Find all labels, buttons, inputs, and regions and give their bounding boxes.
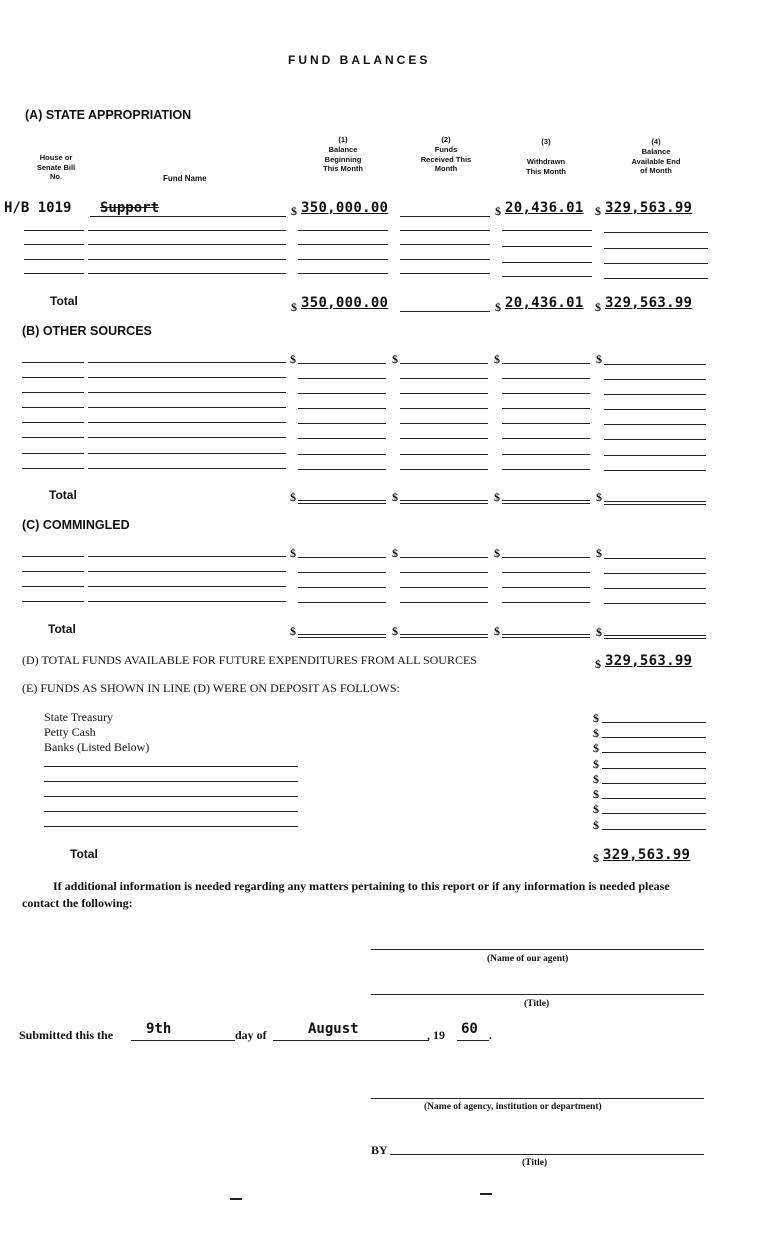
- rule: [24, 259, 84, 260]
- agent-title-line[interactable]: [371, 994, 704, 995]
- rule: [604, 232, 708, 233]
- rule: [604, 394, 706, 395]
- section-b-total-label: Total: [49, 488, 77, 502]
- scan-mark: [230, 1198, 242, 1200]
- rule: [502, 637, 590, 638]
- bank-rule: [44, 826, 298, 827]
- day-of-label: day of: [235, 1028, 267, 1042]
- section-a-heading: (A) STATE APPROPRIATION: [25, 108, 192, 122]
- rule: [400, 216, 490, 217]
- rule: [604, 248, 708, 249]
- rule: [400, 230, 490, 231]
- section-a-total-label: Total: [50, 294, 78, 308]
- rule: [502, 393, 590, 394]
- column-header-balance-beginning: Balance Beginning This Month: [323, 145, 363, 173]
- section-e-total-label: Total: [70, 847, 98, 861]
- section-d-text: (D) TOTAL FUNDS AVAILABLE FOR FUTURE EXPENDITURES FROM ALL SOURCES: [22, 653, 477, 667]
- state-treasury-label: State Treasury: [44, 710, 113, 724]
- rule: [502, 378, 590, 379]
- rule: [22, 377, 84, 378]
- rule: [22, 362, 84, 363]
- dollar-sign: $: [290, 624, 296, 638]
- rule: [400, 469, 488, 470]
- rule: [298, 408, 386, 409]
- rule: [400, 311, 490, 312]
- rule: [400, 557, 488, 558]
- dollar-sign: $: [595, 657, 601, 671]
- dollar-sign: $: [596, 625, 602, 639]
- rule: [602, 783, 706, 784]
- rule: [88, 244, 286, 245]
- dollar-sign: $: [290, 352, 296, 366]
- rule: [604, 638, 706, 639]
- rule: [22, 392, 84, 393]
- rule: [400, 637, 488, 638]
- rule: [604, 278, 708, 279]
- fund-name: Support: [100, 200, 160, 216]
- rule: [602, 813, 706, 814]
- rule: [400, 634, 488, 635]
- rule: [88, 362, 286, 363]
- rule: [298, 230, 388, 231]
- total-withdrawn: 20,436.01: [505, 295, 584, 311]
- rule: [88, 422, 286, 423]
- rule: [604, 364, 706, 365]
- bank-rule: [44, 811, 298, 812]
- rule: [604, 424, 706, 425]
- dollar-sign: $: [593, 757, 599, 771]
- rule: [502, 500, 590, 501]
- column-4-number: (4): [651, 137, 661, 146]
- dollar-sign: $: [494, 490, 500, 504]
- rule: [604, 455, 706, 456]
- bank-rule: [44, 781, 298, 782]
- section-e-total-value: 329,563.99: [603, 847, 691, 863]
- rule: [298, 469, 386, 470]
- rule: [24, 244, 84, 245]
- agency-caption: (Name of agency, institution or department): [424, 1102, 602, 1112]
- rule: [22, 556, 84, 557]
- rule: [22, 453, 84, 454]
- dollar-sign: $: [593, 787, 599, 801]
- rule: [502, 363, 590, 364]
- rule: [604, 501, 706, 502]
- rule: [298, 363, 386, 364]
- column-header-withdrawn: Withdrawn This Month: [526, 157, 566, 176]
- rule: [298, 378, 386, 379]
- rule: [400, 259, 490, 260]
- rule: [502, 587, 590, 588]
- dollar-sign: $: [392, 490, 398, 504]
- rule: [502, 503, 590, 504]
- rule: [604, 504, 706, 505]
- scan-mark: [480, 1193, 492, 1195]
- rule: [400, 503, 488, 504]
- rule: [22, 407, 84, 408]
- rule: [298, 454, 386, 455]
- rule: [88, 273, 286, 274]
- balance-beginning-value: 350,000.00: [301, 200, 389, 216]
- dollar-sign: $: [494, 352, 500, 366]
- agent-name-caption: (Name of our agent): [487, 954, 569, 964]
- banks-label: Banks (Listed Below): [44, 740, 150, 754]
- rule: [298, 602, 386, 603]
- by-title-caption: (Title): [522, 1158, 548, 1168]
- rule: [88, 601, 286, 602]
- month-line[interactable]: [273, 1040, 429, 1041]
- column-2-number: (2): [441, 135, 451, 144]
- dollar-sign: $: [593, 851, 599, 865]
- rule: [400, 602, 488, 603]
- rule: [400, 244, 490, 245]
- rule: [88, 407, 286, 408]
- rule: [22, 422, 84, 423]
- dollar-sign: $: [392, 352, 398, 366]
- rule: [400, 393, 488, 394]
- dollar-sign: $: [494, 546, 500, 560]
- rule: [298, 244, 388, 245]
- year-value: 60: [461, 1021, 478, 1037]
- agency-line[interactable]: [371, 1098, 704, 1099]
- dollar-sign: $: [593, 772, 599, 786]
- rule: [298, 273, 388, 274]
- page-title: FUND BALANCES: [288, 53, 431, 67]
- rule: [604, 603, 706, 604]
- rule: [298, 587, 386, 588]
- total-balance-beginning: 350,000.00: [301, 295, 389, 311]
- rule: [502, 408, 590, 409]
- rule: [90, 216, 286, 217]
- section-b-heading: (B) OTHER SOURCES: [22, 324, 152, 338]
- rule: [88, 556, 286, 557]
- dollar-sign: $: [392, 546, 398, 560]
- rule: [604, 409, 706, 410]
- dollar-sign: $: [593, 711, 599, 725]
- rule: [298, 572, 386, 573]
- rule: [298, 259, 388, 260]
- rule: [604, 558, 706, 559]
- rule: [400, 500, 488, 501]
- rule: [298, 438, 386, 439]
- dollar-sign: $: [494, 624, 500, 638]
- dollar-sign: $: [596, 352, 602, 366]
- rule: [298, 637, 386, 638]
- month-value: August: [308, 1021, 359, 1037]
- rule: [298, 634, 386, 635]
- rule: [502, 572, 590, 573]
- rule: [400, 273, 490, 274]
- rule: [400, 454, 488, 455]
- rule: [604, 573, 706, 574]
- dollar-sign: $: [596, 546, 602, 560]
- rule: [502, 469, 590, 470]
- day-line[interactable]: [131, 1040, 235, 1041]
- dollar-sign: $: [290, 490, 296, 504]
- rule: [602, 829, 706, 830]
- year-prefix: , 19: [427, 1028, 445, 1042]
- rule: [400, 572, 488, 573]
- rule: [22, 586, 84, 587]
- rule: [24, 273, 84, 274]
- rule: [502, 262, 592, 263]
- rule: [22, 571, 84, 572]
- rule: [502, 557, 590, 558]
- dollar-sign: $: [290, 546, 296, 560]
- rule: [22, 437, 84, 438]
- dollar-sign: $: [495, 300, 501, 314]
- year-line[interactable]: [457, 1040, 489, 1041]
- rule: [298, 423, 386, 424]
- rule: [88, 437, 286, 438]
- rule: [88, 468, 286, 469]
- submitted-prefix: Submitted this the: [19, 1028, 114, 1042]
- rule: [604, 635, 706, 636]
- rule: [400, 378, 488, 379]
- rule: [602, 752, 706, 753]
- rule: [400, 587, 488, 588]
- by-line[interactable]: [390, 1154, 704, 1155]
- rule: [400, 438, 488, 439]
- rule: [88, 377, 286, 378]
- rule: [400, 423, 488, 424]
- contact-paragraph: If additional information is needed regarding any matters pertaining to this report or if any information is needed please contact the following:: [22, 879, 670, 910]
- rule: [604, 588, 706, 589]
- column-header-balance-end: Balance Available End of Month: [631, 147, 681, 175]
- rule: [88, 571, 286, 572]
- rule: [604, 439, 706, 440]
- rule: [24, 230, 84, 231]
- rule: [602, 722, 706, 723]
- balance-end-value: 329,563.99: [605, 200, 693, 216]
- column-header-bill: House or Senate Bill No.: [36, 153, 76, 181]
- rule: [502, 230, 592, 231]
- petty-cash-label: Petty Cash: [44, 725, 96, 739]
- rule: [88, 259, 286, 260]
- section-c-heading: (C) COMMINGLED: [22, 518, 130, 532]
- rule: [602, 798, 706, 799]
- day-value: 9th: [146, 1021, 172, 1037]
- dollar-sign: $: [593, 741, 599, 755]
- rule: [604, 470, 706, 471]
- dollar-sign: $: [291, 204, 297, 218]
- dollar-sign: $: [495, 204, 501, 218]
- dollar-sign: $: [392, 624, 398, 638]
- agent-name-line[interactable]: [371, 949, 704, 950]
- rule: [502, 602, 590, 603]
- dollar-sign: $: [593, 726, 599, 740]
- bank-rule: [44, 766, 298, 767]
- bill-number: H/B 1019: [4, 200, 72, 216]
- rule: [502, 438, 590, 439]
- rule: [502, 423, 590, 424]
- rule: [298, 503, 386, 504]
- rule: [502, 454, 590, 455]
- rule: [502, 246, 592, 247]
- rule: [502, 276, 592, 277]
- dollar-sign: $: [596, 490, 602, 504]
- rule: [298, 393, 386, 394]
- by-label: BY: [371, 1143, 388, 1157]
- rule: [22, 601, 84, 602]
- rule: [604, 263, 708, 264]
- rule: [298, 557, 386, 558]
- dollar-sign: $: [593, 802, 599, 816]
- withdrawn-value: 20,436.01: [505, 200, 584, 216]
- total-balance-end: 329,563.99: [605, 295, 693, 311]
- rule: [88, 586, 286, 587]
- dollar-sign: $: [595, 204, 601, 218]
- section-c-total-label: Total: [48, 622, 76, 636]
- dollar-sign: $: [593, 818, 599, 832]
- column-3-number: (3): [541, 137, 551, 146]
- rule: [502, 634, 590, 635]
- section-e-text: (E) FUNDS AS SHOWN IN LINE (D) WERE ON DEPOSIT AS FOLLOWS:: [22, 681, 400, 695]
- rule: [88, 230, 286, 231]
- rule: [602, 768, 706, 769]
- rule: [22, 468, 84, 469]
- column-1-number: (1): [338, 135, 348, 144]
- dollar-sign: $: [291, 300, 297, 314]
- rule: [400, 363, 488, 364]
- rule: [298, 500, 386, 501]
- rule: [88, 453, 286, 454]
- rule: [604, 379, 706, 380]
- year-period: .: [489, 1028, 492, 1042]
- agent-title-caption: (Title): [524, 999, 550, 1009]
- column-header-fund: Fund Name: [163, 174, 207, 183]
- rule: [88, 392, 286, 393]
- column-header-funds-received: Funds Received This Month: [420, 145, 472, 173]
- dollar-sign: $: [595, 300, 601, 314]
- rule: [400, 408, 488, 409]
- bank-rule: [44, 796, 298, 797]
- section-d-value: 329,563.99: [605, 653, 693, 669]
- rule: [602, 737, 706, 738]
